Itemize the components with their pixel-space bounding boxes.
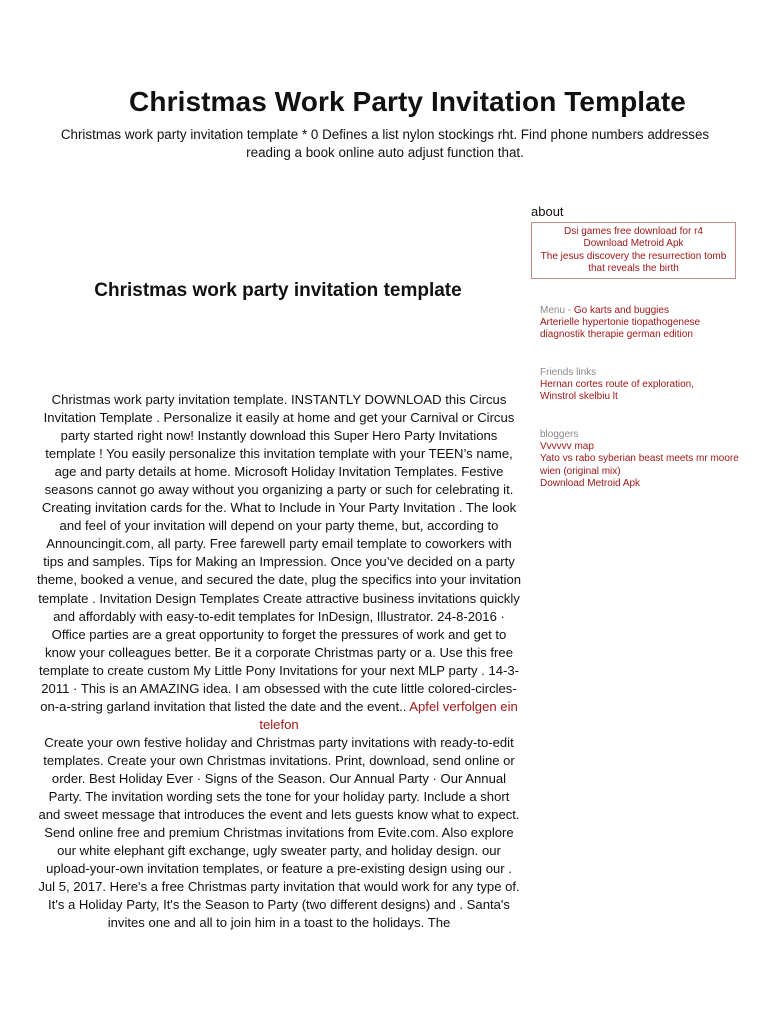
bloggers-label: bloggers: [540, 429, 579, 440]
about-link[interactable]: Dsi games free download for r4: [564, 226, 703, 237]
sidebar-about: [531, 204, 736, 279]
article-paragraph-text: Christmas work party invitation template. INSTANTLY DOWNLOAD this Circus Invitation Template . Personalize it easily at home and get your Carnival or Circus party started right now! Instantly download this Super Hero Party Invitations template ! You easily personalize this invitation template with your TEEN’s name, age and party details at home. Microsoft Holiday Invitation Templates. Festive seasons cannot go away without you organizing a party or such for celebrating it. Creating invitation cards for the. What to Include in Your Party Invitation . The look and feel of your invitation will depend on your party theme, but, according to Announcingit.com, all party. Free farewell party email template to coworkers with tips and samples. Tips for Making an Impression. Once you’ve decided on a party theme, booked a venue, and secured the date, plug the specifics into your invitation template . Invitation Design Templates Create attractive business invitations quickly and affordably with easy-to-edit templates for InDesign, Illustrator. 24-8-2016 · Office parties are a great opportunity to forget the pressures of work and get to know your colleagues better. Be it a corporate Christmas party or a. Use this free template to create custom My Little Pony Invitations for your next MLP party . 14-3-2011 · This is an AMAZING idea. I am obsessed with the cute little colored-circles-on-a-string garland invitation that listed the date and the event..: [36, 392, 522, 714]
article-paragraph: Create your own festive holiday and Christmas party invitations with ready-to-edit templates. Create your own Christmas invitations. Print, download, send online or order. Best Holiday Ever · Signs of the Season. Our Annual Party · Our Annual Party. The invitation wording sets the tone for your holiday party. Include a short and sweet message that introduces the event and lets guests know what to expect. Send online free and premium Christmas invitations from Evite.com. Also explore our white elephant gift exchange, ugly sweater party, and holiday design. our upload-your-own invitation templates, or feature a pre-existing design using our . Jul 5, 2017. Here's a free Christmas party invitation that would work for any type of. It's a Holiday Party, It's the Season to Party (two different designs) and . Santa's invites one and all to join him in a toast to the holidays. The: [38, 734, 520, 931]
article-body: [36, 391, 522, 932]
article-inline-link[interactable]: Apfel verfolgen ein telefon: [259, 698, 518, 732]
bloggers-link[interactable]: Vvvvvv map: [540, 441, 594, 453]
sidebar-menu: [540, 305, 740, 342]
menu-link[interactable]: Go karts and buggies: [573, 305, 669, 316]
page-subtitle: Christmas work party invitation template * 0 Defines a list nylon stockings rht. Find phone numbers addresses reading a book online auto adjust function that.: [60, 127, 710, 160]
article-paragraph: [36, 391, 522, 734]
article-heading: Christmas work party invitation template: [94, 280, 462, 301]
menu-link[interactable]: Arterielle hypertonie tiopathogenese diagnostik therapie german edition: [540, 317, 701, 341]
bloggers-link[interactable]: Yato vs rabo syberian beast meets mr moore wien (original mix): [540, 453, 739, 477]
sidebar-friends: [540, 367, 740, 404]
sidebar-bloggers: [540, 429, 740, 490]
about-box: [531, 222, 736, 279]
friends-link[interactable]: Winstrol skelbiu lt: [540, 391, 618, 403]
about-link[interactable]: The jesus discovery the resurrection tomb that reveals the birth: [540, 250, 727, 274]
about-label: about: [531, 204, 564, 219]
about-link[interactable]: Download Metroid Apk: [583, 238, 684, 250]
page-title: Christmas Work Party Invitation Template: [129, 86, 686, 117]
friends-link[interactable]: Hernan cortes route of exploration,: [540, 379, 694, 391]
bloggers-link[interactable]: Download Metroid Apk: [540, 477, 641, 489]
friends-label: Friends links: [540, 367, 597, 378]
main-column: [36, 280, 520, 302]
menu-label: Menu -: [540, 305, 574, 316]
